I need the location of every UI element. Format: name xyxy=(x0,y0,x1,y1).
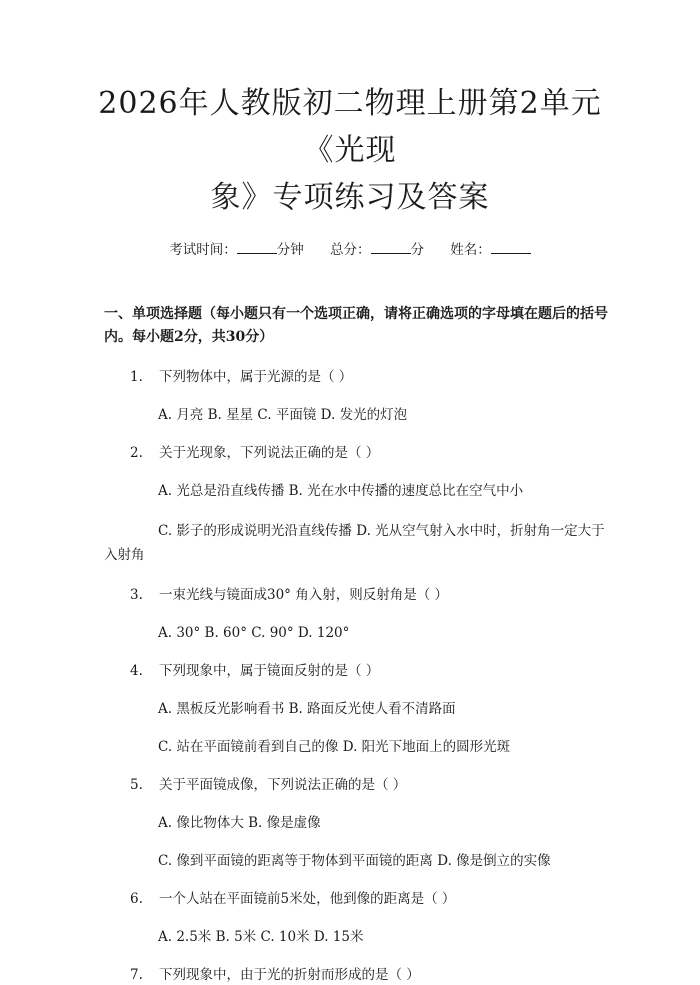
question-6 xyxy=(104,889,610,909)
time-blank xyxy=(237,241,277,254)
score-blank xyxy=(371,241,411,254)
question-number: 6. xyxy=(130,891,143,907)
exam-meta xyxy=(90,241,610,259)
question-text: 下列物体中，属于光源的是（ ） xyxy=(159,369,353,385)
question-2-options-line: A. 光总是沿直线传播 B. 光在水中传播的速度总比在空气中小 xyxy=(158,483,524,499)
question-5-options-line: A. 像比物体大 B. 像是虚像 xyxy=(158,815,321,831)
document-title xyxy=(90,0,610,221)
title-line-2: 象》专项练习及答案 xyxy=(210,180,490,215)
question-1-options-line: A. 月亮 B. 星星 C. 平面镜 D. 发光的灯泡 xyxy=(158,407,408,423)
question-number: 5. xyxy=(130,777,143,793)
score-label: 总分： xyxy=(330,242,371,258)
name-label: 姓名： xyxy=(450,242,491,258)
question-7 xyxy=(104,965,610,985)
name-blank xyxy=(491,241,531,254)
question-2-options-line: C. 影子的形成说明光沿直线传播 D. 光从空气射入水中时，折射角一定大于入射角 xyxy=(104,523,605,563)
question-number: 1. xyxy=(130,369,143,385)
question-6-options-line: A. 2.5米 B. 5米 C. 10米 D. 15米 xyxy=(158,929,364,945)
question-5-options-line: C. 像到平面镜的距离等于物体到平面镜的距离 D. 像是倒立的实像 xyxy=(158,853,551,869)
question-4-options-line: C. 站在平面镜前看到自己的像 D. 阳光下地面上的圆形光斑 xyxy=(158,739,511,755)
question-3 xyxy=(104,585,610,605)
time-unit: 分钟 xyxy=(276,242,304,258)
question-number: 4. xyxy=(130,663,143,679)
question-5 xyxy=(104,775,610,795)
question-4 xyxy=(104,661,610,681)
question-text: 一个人站在平面镜前5米处，他到像的距离是（ ） xyxy=(159,891,456,907)
title-line-1: 2026年人教版初二物理上册第2单元《光现 xyxy=(98,86,602,168)
question-text: 下列现象中，属于镜面反射的是（ ） xyxy=(159,663,380,679)
question-text: 关于光现象，下列说法正确的是（ ） xyxy=(159,445,380,461)
question-text: 关于平面镜成像，下列说法正确的是（ ） xyxy=(159,777,407,793)
question-number: 7. xyxy=(130,967,143,983)
time-label: 考试时间： xyxy=(169,242,237,258)
question-text: 一束光线与镜面成30° 角入射，则反射角是（ ） xyxy=(159,587,449,603)
question-3-options-line: A. 30° B. 60° C. 90° D. 120° xyxy=(158,625,350,641)
question-number: 2. xyxy=(130,445,143,461)
question-2 xyxy=(104,443,610,463)
question-number: 3. xyxy=(130,587,143,603)
score-unit: 分 xyxy=(410,242,424,258)
question-1 xyxy=(104,367,610,387)
question-list xyxy=(104,367,610,985)
section-heading: 一、单项选择题（每小题只有一个选项正确，请将正确选项的字母填在题后的括号内。每小题2分，共30分） xyxy=(104,306,608,345)
question-text: 下列现象中，由于光的折射而形成的是（ ） xyxy=(159,967,420,983)
question-4-options-line: A. 黑板反光影响看书 B. 路面反光使人看不清路面 xyxy=(158,701,456,717)
